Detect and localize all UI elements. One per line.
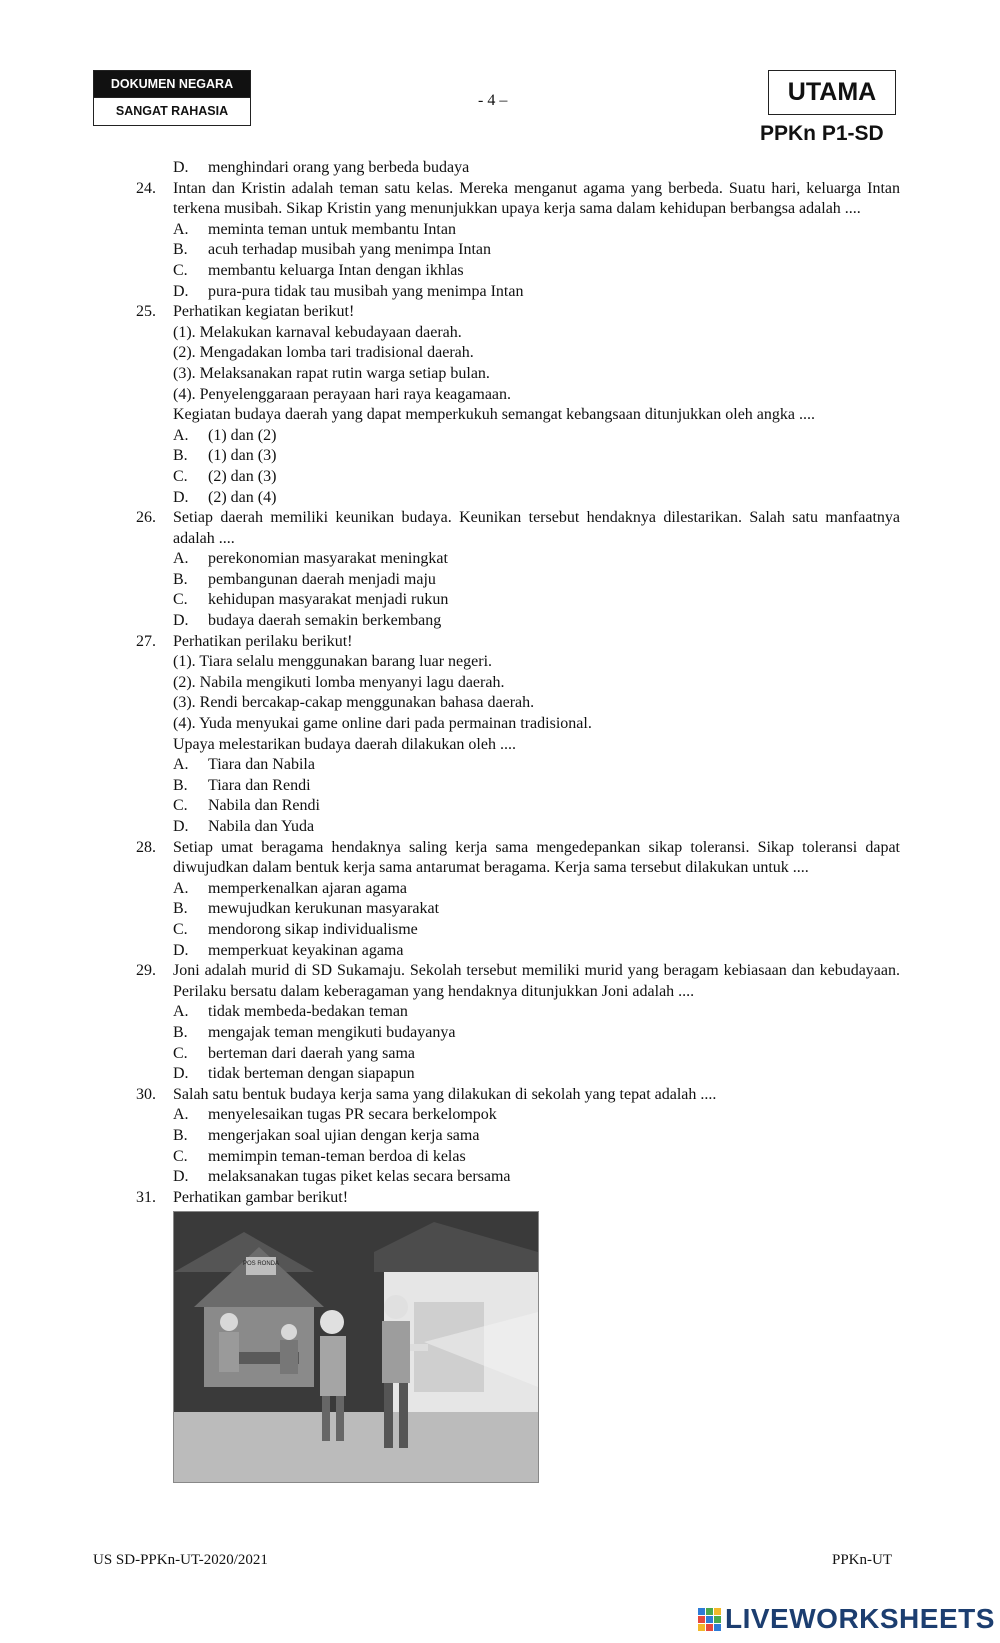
option-text: (1) dan (3)	[208, 447, 277, 465]
option-text: melaksanakan tugas piket kelas secara bersama	[208, 1168, 511, 1186]
statement-item: (4). Penyelenggaraan perayaan hari raya keagamaan.	[173, 385, 512, 403]
option-letter: B.	[173, 776, 188, 794]
option-letter: C.	[173, 920, 188, 938]
option-letter: B.	[173, 1023, 188, 1041]
answer-option	[173, 899, 900, 920]
option-letter: A.	[173, 550, 189, 568]
question-number: 29.	[136, 962, 156, 980]
question-number: 28.	[136, 838, 156, 856]
answer-option	[173, 446, 900, 467]
answer-option	[173, 240, 900, 261]
answer-option	[173, 590, 900, 611]
answer-option	[173, 1126, 900, 1147]
exam-type-box: UTAMA	[768, 70, 896, 115]
question-30	[136, 1085, 900, 1188]
option-text: (1) dan (2)	[208, 426, 277, 444]
question-text: Joni adalah murid di SD Sukamaju. Sekolah tersebut memiliki murid yang beragam kebiasaan dan kebudayaan. Perilaku bersatu dalam keberagaman yang hendaknya ditunjukkan Joni adalah ....	[173, 962, 900, 1000]
option-text: (2) dan (3)	[208, 467, 277, 485]
option-text: memperkuat keyakinan agama	[208, 941, 404, 959]
question-number: 27.	[136, 632, 156, 650]
answer-option	[173, 1044, 900, 1065]
question-text: Intan dan Kristin adalah teman satu kelas. Mereka menganut agama yang berbeda. Suatu hari, keluarga Intan terkena musibah. Sikap Kristin yang menunjukkan upaya kerja sama dalam kehidupan berbangsa adalah ....	[173, 179, 900, 218]
answer-option	[173, 1105, 900, 1126]
question-prompt: Upaya melestarikan budaya daerah dilakukan oleh ....	[173, 735, 516, 753]
option-text: perekonomian masyarakat meningkat	[208, 550, 448, 568]
question-text: Perhatikan gambar berikut!	[173, 1188, 349, 1206]
question-prompt: Kegiatan budaya daerah yang dapat memperkukuh semangat kebangsaan ditunjukkan oleh angka ....	[173, 406, 815, 424]
option-text: acuh terhadap musibah yang menimpa Intan	[208, 241, 492, 259]
answer-option	[173, 776, 900, 797]
option-text: budaya daerah semakin berkembang	[208, 612, 442, 630]
answer-option	[173, 1147, 900, 1168]
option-text: memperkenalkan ajaran agama	[208, 879, 407, 897]
subject-code: PPKn P1-SD	[760, 122, 884, 145]
question-29	[136, 961, 900, 1085]
option-letter: D.	[173, 612, 189, 630]
answer-option	[173, 817, 900, 838]
answer-option	[173, 1064, 900, 1085]
answer-option	[173, 549, 900, 570]
option-text: (2) dan (4)	[208, 488, 277, 506]
question-28	[136, 838, 900, 962]
question-number: 31.	[136, 1188, 156, 1206]
option-text: menghindari orang yang berbeda budaya	[208, 159, 470, 176]
statement-item: (1). Melakukan karnaval kebudayaan daerah.	[173, 323, 462, 341]
option-text: meminta teman untuk membantu Intan	[208, 220, 456, 238]
option-text: Nabila dan Rendi	[208, 797, 320, 815]
option-text: mewujudkan kerukunan masyarakat	[208, 900, 440, 918]
page-number: - 4 –	[478, 92, 508, 109]
option-letter: A.	[173, 756, 189, 774]
option-text: mengerjakan soal ujian dengan kerja sama	[208, 1126, 480, 1144]
answer-option	[173, 282, 900, 303]
option-text: mengajak teman mengikuti budayanya	[208, 1023, 456, 1041]
option-text: pura-pura tidak tau musibah yang menimpa Intan	[208, 282, 524, 300]
option-letter: D.	[173, 941, 189, 959]
option-letter: C.	[173, 591, 188, 609]
option-letter: B.	[173, 900, 188, 918]
question-26	[136, 508, 900, 632]
answer-option	[173, 220, 900, 241]
question-number: 26.	[136, 509, 156, 527]
answer-option	[173, 1023, 900, 1044]
question-number: 25.	[136, 303, 156, 321]
option-letter: B.	[173, 570, 188, 588]
option-text: pembangunan daerah menjadi maju	[208, 570, 436, 588]
answer-option	[173, 755, 900, 776]
question-text: Perhatikan perilaku berikut!	[173, 632, 353, 650]
stamp-bottom-label: SANGAT RAHASIA	[94, 97, 250, 125]
pos-ronda-sign: POS RONDA	[242, 1261, 280, 1268]
answer-option	[173, 1167, 900, 1188]
answer-option	[173, 467, 900, 488]
question-31	[136, 1188, 900, 1484]
option-letter: C.	[173, 797, 188, 815]
answer-option	[173, 1002, 900, 1023]
option-letter: C.	[173, 467, 188, 485]
answer-option	[173, 796, 900, 817]
logo-grid-icon	[698, 1608, 721, 1631]
option-letter: D.	[173, 488, 189, 506]
statement-item: (2). Mengadakan lomba tari tradisional daerah.	[173, 344, 474, 362]
question-text: Perhatikan kegiatan berikut!	[173, 303, 355, 321]
option-letter: C.	[173, 261, 188, 279]
option-text: kehidupan masyarakat menjadi rukun	[208, 591, 449, 609]
option-letter: B.	[173, 241, 188, 259]
option-letter: C.	[173, 1147, 188, 1165]
answer-option	[173, 261, 900, 282]
question-number: 30.	[136, 1085, 156, 1103]
answer-option	[173, 920, 900, 941]
question-text: Setiap umat beragama hendaknya saling kerja sama mengedepankan sikap toleransi. Sikap toleransi dapat diwujudkan dalam bentuk kerja sama antarumat beragama. Kerja sama tersebut dilakukan untuk ....	[173, 838, 900, 877]
statement-item: (2). Nabila mengikuti lomba menyanyi lagu daerah.	[173, 673, 505, 691]
option-letter: A.	[173, 426, 189, 444]
option-text: Tiara dan Rendi	[208, 776, 311, 794]
answer-option	[173, 941, 900, 962]
statement-item: (4). Yuda menyukai game online dari pada permainan tradisional.	[173, 715, 592, 733]
footer-exam-code: US SD-PPKn-UT-2020/2021	[93, 1552, 268, 1568]
option-text: menyelesaikan tugas PR secara berkelompok	[208, 1106, 497, 1124]
option-letter: D.	[173, 282, 189, 300]
option-text: membantu keluarga Intan dengan ikhlas	[208, 261, 464, 279]
question-text: Salah satu bentuk budaya kerja sama yang dilakukan di sekolah yang tepat adalah ....	[173, 1085, 717, 1103]
option-text: mendorong sikap individualisme	[208, 920, 418, 938]
statement-item: (1). Tiara selalu menggunakan barang luar negeri.	[173, 653, 493, 671]
option-letter: D.	[173, 159, 189, 176]
classification-stamp	[93, 70, 251, 126]
question-text: Setiap daerah memiliki keunikan budaya. Keunikan tersebut hendaknya dilestarikan. Salah satu manfaatnya adalah ....	[173, 509, 900, 547]
question-number: 24.	[136, 179, 156, 197]
question-27	[136, 632, 900, 838]
question-list	[136, 179, 900, 1188]
option-letter: B.	[173, 1126, 188, 1144]
option-letter: D.	[173, 1065, 189, 1083]
option-letter: D.	[173, 1168, 189, 1186]
pos-ronda-illustration	[173, 1211, 539, 1483]
option-letter: A.	[173, 220, 189, 238]
option-text: Nabila dan Yuda	[208, 818, 315, 835]
logo-text: LIVEWORKSHEETS	[725, 1603, 995, 1634]
answer-option	[173, 570, 900, 591]
stamp-top-label: DOKUMEN NEGARA	[94, 71, 250, 97]
answer-option	[173, 158, 900, 179]
answer-option	[173, 488, 900, 509]
previous-question-tail	[136, 158, 900, 179]
option-letter: D.	[173, 818, 189, 835]
question-24	[136, 179, 900, 303]
answer-option	[173, 611, 900, 632]
question-25	[136, 302, 900, 508]
option-letter: C.	[173, 1044, 188, 1062]
option-letter: B.	[173, 447, 188, 465]
option-text: tidak berteman dengan siapapun	[208, 1065, 415, 1083]
exam-content	[136, 158, 900, 1483]
option-text: Tiara dan Nabila	[208, 756, 315, 774]
statement-item: (3). Melaksanakan rapat rutin warga setiap bulan.	[173, 364, 490, 382]
option-text: berteman dari daerah yang sama	[208, 1044, 416, 1062]
statement-item: (3). Rendi bercakap-cakap menggunakan bahasa daerah.	[173, 694, 535, 712]
option-letter: A.	[173, 1106, 189, 1124]
answer-option	[173, 426, 900, 447]
option-letter: A.	[173, 1003, 189, 1021]
footer-subject-code: PPKn-UT	[832, 1552, 893, 1568]
option-text: memimpin teman-teman berdoa di kelas	[208, 1147, 466, 1165]
liveworksheets-logo	[698, 1603, 995, 1635]
answer-option	[173, 879, 900, 900]
option-text: tidak membeda-bedakan teman	[208, 1003, 408, 1021]
option-letter: A.	[173, 879, 189, 897]
